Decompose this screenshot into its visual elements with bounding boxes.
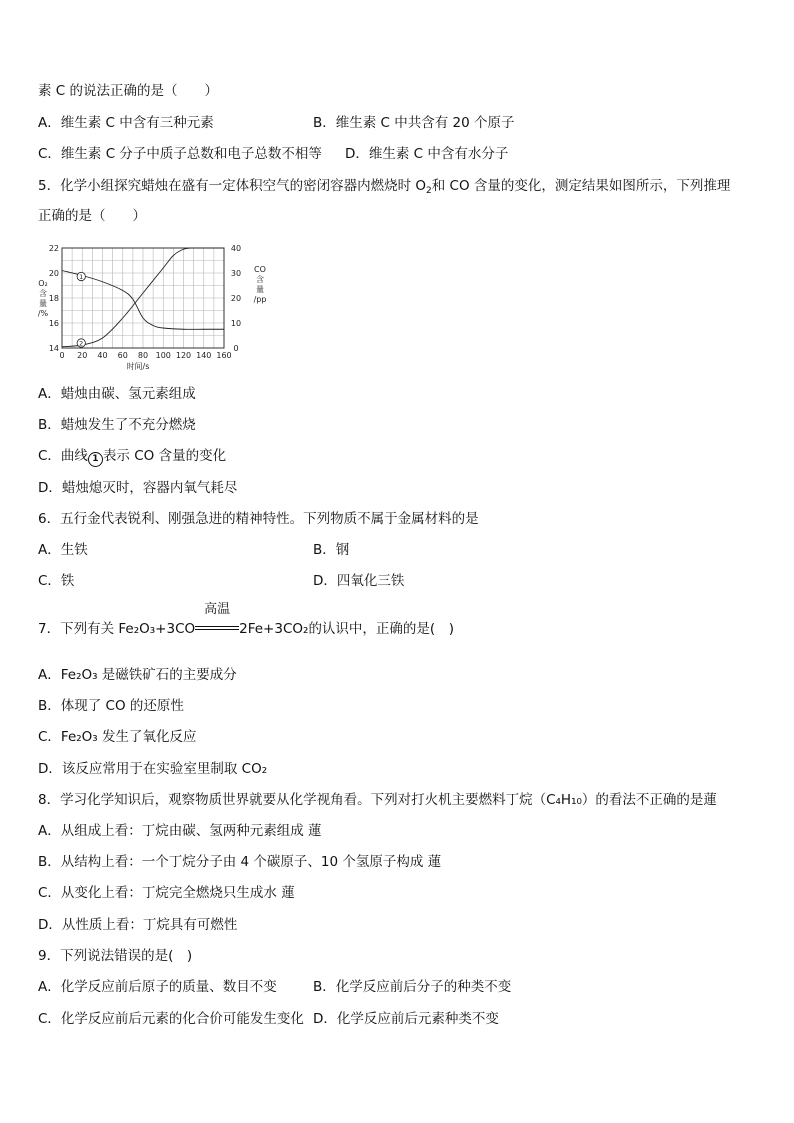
x-tick-label: 100 (155, 351, 171, 360)
series-marker-label: 2 (79, 339, 84, 348)
x-tick-label: 160 (216, 351, 232, 360)
q5-option-b: B．蜡烛发生了不充分燃烧 (38, 417, 196, 433)
y-left-tick-label: 14 (48, 344, 59, 353)
y-right-tick-label: 0 (233, 344, 239, 353)
q5-stem-line2: 正确的是（ ） (38, 208, 146, 224)
q7-stem: 7．下列有关 Fe₂O₃+3CO 高温 2Fe+3CO₂的认识中，正确的是( ) (38, 602, 454, 637)
x-tick-label: 140 (196, 351, 212, 360)
y-right-tick-label: 30 (230, 269, 242, 278)
q6-option-d: D．四氧化三铁 (313, 573, 405, 589)
q5-option-d: D．蜡烛熄灭时，容器内氧气耗尽 (38, 480, 238, 496)
y-left-tick-label: 20 (48, 269, 59, 278)
q9-option-c: C．化学反应前后元素的化合价可能发生变化 (38, 1011, 304, 1027)
x-tick-label: 60 (117, 351, 128, 360)
q9-option-b: B．化学反应前后分子的种类不变 (313, 979, 512, 995)
q6-stem: 6．五行金代表锐利、刚强急进的精神特性。下列物质不属于金属材料的是 (38, 511, 479, 527)
y-left-axis-label: O₂ (38, 279, 48, 288)
y-right-axis-label: 含 (256, 275, 264, 284)
q6-option-c: C．铁 (38, 573, 75, 589)
x-tick-label: 0 (59, 351, 65, 360)
q9-stem: 9．下列说法错误的是( ) (38, 948, 193, 964)
q8-stem: 8．学习化学知识后，观察物质世界就要从化学视角看。下列对打火机主要燃料丁烷（C₄H₁₀）的看法不正确的是蓮 (38, 792, 717, 808)
q9-option-a: A．化学反应前后原子的质量、数目不变 (38, 979, 277, 995)
q5-option-c: C．曲线 1 表示 CO 含量的变化 (38, 447, 226, 467)
y-left-axis-label: 含 (39, 289, 47, 298)
series-marker-label: 1 (79, 273, 84, 282)
q5-stem-line1: 5．化学小组探究蜡烛在盛有一定体积空气的密闭容器内燃烧时 $O_2$和 CO 含量的变化，测定结果如图所示，下列推理 (38, 178, 731, 196)
q8-option-c: C．从变化上看：丁烷完全燃烧只生成水 蓮 (38, 885, 295, 901)
x-tick-label: 40 (97, 351, 108, 360)
x-tick-label: 120 (175, 351, 192, 360)
y-left-tick-label: 18 (48, 294, 59, 303)
y-right-axis-label: 量 (256, 285, 264, 294)
y-right-tick-label: 10 (230, 319, 242, 328)
q8-option-b: B．从结构上看：一个丁烷分子由 4 个碳原子、10 个氢原子构成 蓮 (38, 854, 442, 870)
stray-mark: 蓮 (703, 792, 717, 808)
y-left-tick-label: 16 (48, 319, 59, 328)
q7-option-a: A．Fe₂O₃ 是磁铁矿石的主要成分 (38, 667, 237, 683)
o2-co-chart (36, 238, 276, 370)
y-left-tick-label: 22 (48, 244, 59, 253)
q7-option-b: B．体现了 CO 的还原性 (38, 698, 184, 714)
y-right-tick-label: 40 (230, 244, 242, 253)
x-tick-label: 20 (77, 351, 88, 360)
q6-option-b: B．钢 (313, 542, 350, 558)
q8-option-d: D．从性质上看：丁烷具有可燃性 (38, 917, 238, 933)
q7-option-d: D．该反应常用于在实验室里制取 CO₂ (38, 761, 268, 777)
q7-option-c: C．Fe₂O₃ 发生了氧化反应 (38, 729, 197, 745)
q4-option-d: D．维生素 C 中含有水分子 (345, 146, 509, 162)
chart-grid (62, 248, 224, 348)
y-left-axis-label: /% (37, 309, 49, 318)
x-tick-label: 80 (137, 351, 149, 360)
q6-option-a: A．生铁 (38, 542, 88, 558)
y-right-axis-label: /pp (253, 295, 267, 304)
reaction-arrow: 高温 (195, 620, 239, 638)
q5-option-a: A．蜡烛由碳、氢元素组成 (38, 386, 196, 402)
q4-option-a: A．维生素 C 中含有三种元素 (38, 115, 214, 131)
q4-option-c: C．维生素 C 分子中质子总数和电子总数不相等 (38, 146, 322, 162)
q4-stem-tail: 素 C 的说法正确的是（ ） (38, 83, 219, 99)
q8-option-a: A．从组成上看：丁烷由碳、氢两种元素组成 蓮 (38, 823, 322, 839)
q9-option-d: D．化学反应前后元素种类不变 (313, 1011, 499, 1027)
y-left-axis-label: 量 (39, 299, 47, 308)
x-axis-label: 时间/s (126, 362, 150, 370)
y-right-axis-label: CO (254, 265, 266, 274)
y-right-tick-label: 20 (230, 294, 242, 303)
curve-1-marker: 1 (88, 452, 103, 467)
q4-option-b: B．维生素 C 中共含有 20 个原子 (313, 115, 515, 131)
